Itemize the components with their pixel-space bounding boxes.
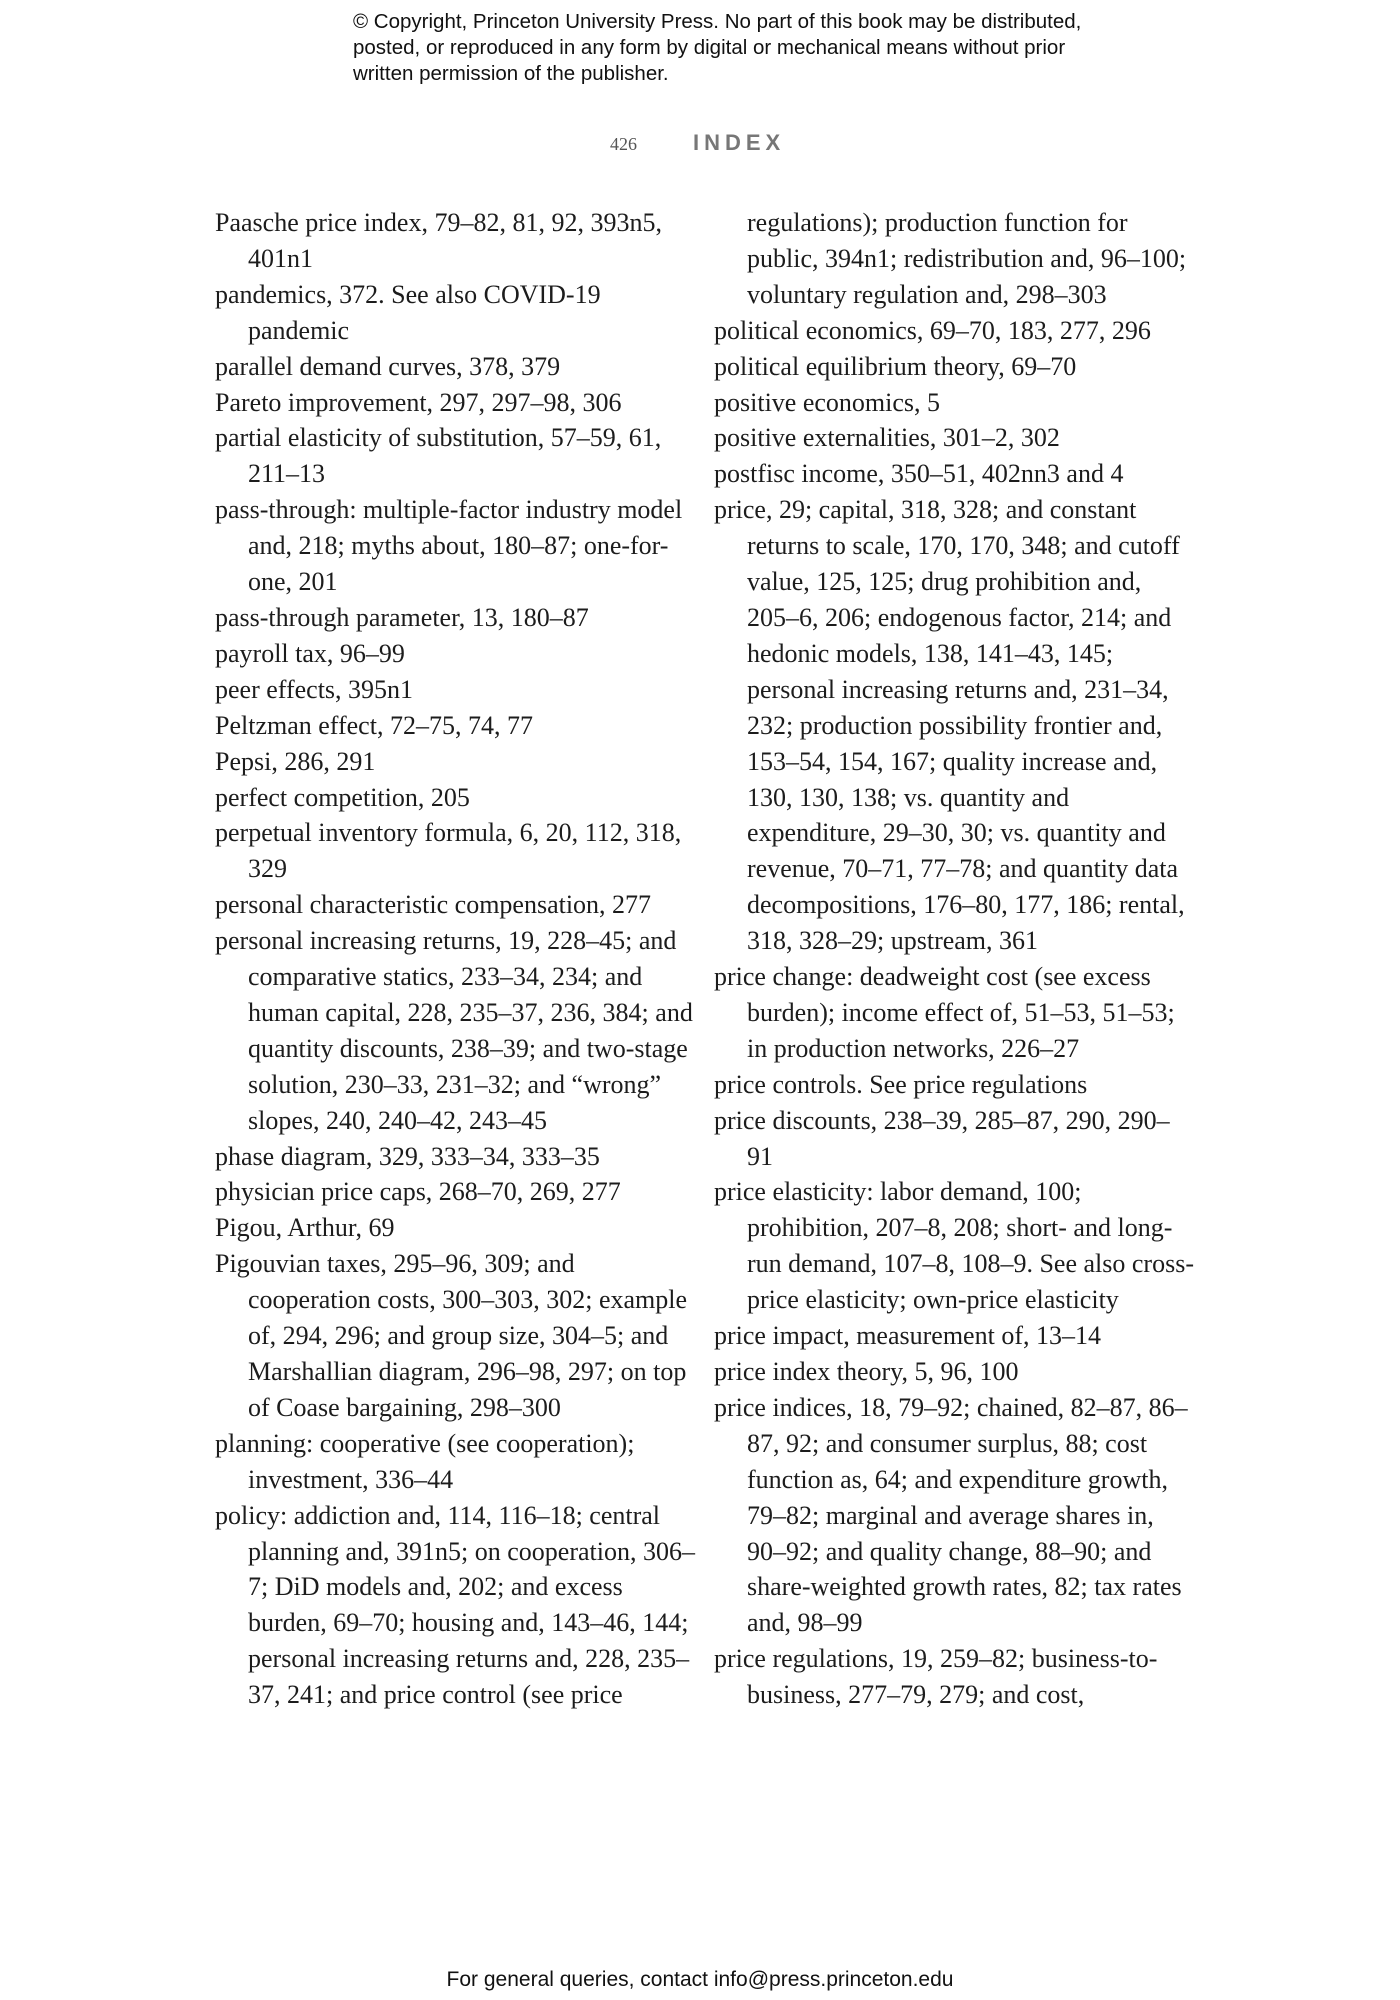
index-entry: pandemics, 372. See also COVID-19 pandemic xyxy=(215,279,601,345)
index-entry: Pepsi, 286, 291 xyxy=(215,746,376,776)
running-head xyxy=(0,130,1400,162)
index-entry: policy: addiction and, 114, 116–18; central planning and, 391n5; on cooperation, 306–7; DiD models and, 202; and excess burden, 69–70; housing and, 143–46, 144; personal increasing returns and, 228, 235–37, 241; and price control (see price xyxy=(215,1500,695,1710)
index-entry: postfisc income, 350–51, 402nn3 and 4 xyxy=(714,459,1124,489)
index-entry: personal characteristic compensation, 277 xyxy=(215,890,652,920)
index-column-right xyxy=(714,205,1194,1713)
index-entry: price elasticity: labor demand, 100; prohibition, 207–8, 208; short- and long-run demand, 107–8, 108–9. See also cross-price elasticity; own-price elasticity xyxy=(714,1177,1194,1315)
page-number: 426 xyxy=(610,134,637,154)
index-entry: perpetual inventory formula, 6, 20, 112, 318, 329 xyxy=(215,818,682,884)
footer-contact: For general queries, contact info@press.princeton.edu xyxy=(446,1968,954,1991)
index-entry: peer effects, 395n1 xyxy=(215,674,414,704)
index-entry: price discounts, 238–39, 285–87, 290, 290–91 xyxy=(714,1105,1170,1171)
section-title: INDEX xyxy=(693,130,786,155)
index-entry: price indices, 18, 79–92; chained, 82–87, 86–87, 92; and consumer surplus, 88; cost function as, 64; and expenditure growth, 79–82; marginal and average shares in, 90–92; and quality change, 88–90; and share-weighted growth rates, 82; tax rates and, 98–99 xyxy=(714,1392,1188,1638)
copyright-notice: © Copyright, Princeton University Press. No part of this book may be distributed, posted, or reproduced in any form by digital or mechanical means without prior written permission of the publisher. xyxy=(353,10,1082,85)
index-column-left xyxy=(215,205,695,1713)
index-entry: pass-through parameter, 13, 180–87 xyxy=(215,602,589,632)
index-entry: Pigouvian taxes, 295–96, 309; and cooperation costs, 300–303, 302; example of, 294, 296; and group size, 304–5; and Marshallian diagram, 296–98, 297; on top of Coase bargaining, 298–300 xyxy=(215,1249,688,1422)
index-entry-continuation: regulations); production function for public, 394n1; redistribution and, 96–100; voluntary regulation and, 298–303 xyxy=(747,208,1187,309)
index-entry: price regulations, 19, 259–82; business-to-business, 277–79, 279; and cost, xyxy=(714,1644,1158,1710)
index-entry: political equilibrium theory, 69–70 xyxy=(714,351,1077,381)
index-entry: positive economics, 5 xyxy=(714,387,941,417)
index-entry: perfect competition, 205 xyxy=(215,782,470,812)
index-entry: political economics, 69–70, 183, 277, 296 xyxy=(714,315,1151,345)
index-entry: Peltzman effect, 72–75, 74, 77 xyxy=(215,710,533,740)
index-entry: payroll tax, 96–99 xyxy=(215,638,405,668)
index-entry: Paasche price index, 79–82, 81, 92, 393n5, 401n1 xyxy=(215,208,662,273)
index-entry: pass-through: multiple-factor industry model and, 218; myths about, 180–87; one-for-one, 201 xyxy=(215,495,683,597)
index-entry: price impact, measurement of, 13–14 xyxy=(714,1321,1101,1351)
index-entry: price, 29; capital, 318, 328; and constant returns to scale, 170, 170, 348; and cutoff value, 125, 125; drug prohibition and, 205–6, 206; endogenous factor, 214; and hedonic models, 138, 141–43, 145; personal increasing returns and, 231–34, 232; production possibility frontier and, 153–54, 154, 167; quality increase and, 130, 130, 138; vs. quantity and expenditure, 29–30, 30; vs. quantity and revenue, 70–71, 77–78; and quantity data decompositions, 176–80, 177, 186; rental, 318, 328–29; upstream, 361 xyxy=(714,495,1185,956)
index-entry: partial elasticity of substitution, 57–59, 61, 211–13 xyxy=(215,423,662,489)
index-entry: phase diagram, 329, 333–34, 333–35 xyxy=(215,1141,600,1171)
index-entry: parallel demand curves, 378, 379 xyxy=(215,351,561,381)
index-entry: price change: deadweight cost (see excess burden); income effect of, 51–53, 51–53; in production networks, 226–27 xyxy=(714,962,1175,1063)
index-entry: Pigou, Arthur, 69 xyxy=(215,1213,395,1243)
index-entry: physician price caps, 268–70, 269, 277 xyxy=(215,1177,621,1207)
index-entry: Pareto improvement, 297, 297–98, 306 xyxy=(215,387,622,417)
index-entry: price controls. See price regulations xyxy=(714,1069,1088,1099)
index-entry: price index theory, 5, 96, 100 xyxy=(714,1357,1019,1386)
index-entry: planning: cooperative (see cooperation); investment, 336–44 xyxy=(215,1428,635,1494)
index-entry: personal increasing returns, 19, 228–45; and comparative statics, 233–34, 234; and human capital, 228, 235–37, 236, 384; and quantity discounts, 238–39; and two-stage solution, 230–33, 231–32; and “wrong” slopes, 240, 240–42, 243–45 xyxy=(215,926,693,1135)
index-entry: positive externalities, 301–2, 302 xyxy=(714,423,1060,453)
